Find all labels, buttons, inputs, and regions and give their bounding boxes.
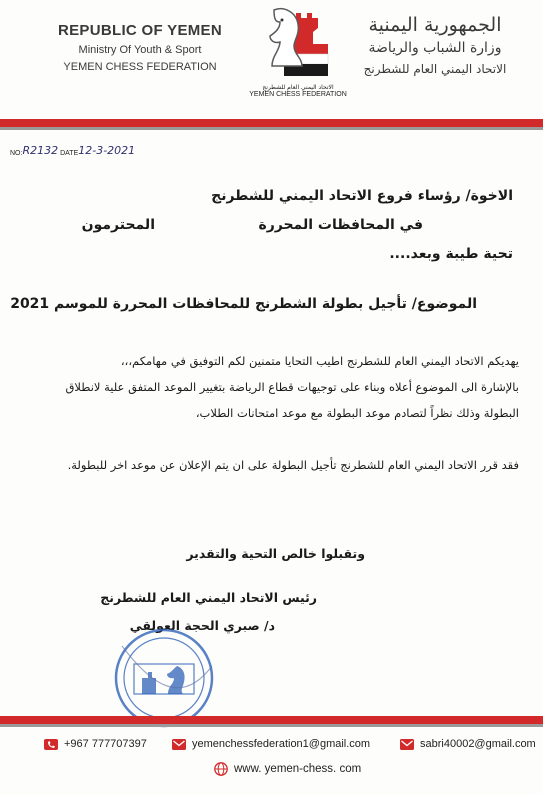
closing-line: وتقبلوا خالص التحية والتقدير xyxy=(186,546,365,561)
footer-phone xyxy=(44,738,147,750)
recipient-location: في المحافظات المحررة xyxy=(258,217,423,233)
federation-logo xyxy=(248,4,348,108)
official-stamp xyxy=(112,626,216,730)
paragraph-decision: فقد قرر الاتحاد اليمني العام للشطرنج تأجيل البطولة على ان يتم الإعلان عن موعد اخر للبطولة. xyxy=(67,458,519,472)
letterhead-federation: YEMEN CHESS FEDERATION xyxy=(63,61,217,73)
reference-date-value: 12-3-2021 xyxy=(78,144,136,157)
letter-subject: الموضوع/ تأجيل بطولة الشطرنج للمحافظات المحررة للموسم 2021 xyxy=(10,296,477,312)
reference-no-value: R2132 xyxy=(22,144,59,157)
letterhead-country: REPUBLIC OF YEMEN xyxy=(57,22,222,39)
reference-no-label: NO: xyxy=(10,150,23,157)
letterhead-ministry: Ministry Of Youth & Sport xyxy=(78,44,202,56)
reference-date-label: DATE xyxy=(60,150,79,157)
footer-phone-number: +967 777707397 xyxy=(64,738,147,750)
header-divider-gray xyxy=(0,127,543,130)
footer-email-secondary-text[interactable]: sabri40002@gmail.com xyxy=(420,738,536,750)
globe-icon xyxy=(214,762,228,776)
email-icon xyxy=(172,739,186,750)
header-divider-red xyxy=(0,119,543,127)
recipient-honorific: المحترمون xyxy=(81,217,155,233)
footer-divider-red xyxy=(0,716,543,724)
recipient-line: الاخوة/ رؤساء فروع الاتحاد اليمني للشطرنج xyxy=(211,188,513,204)
footer-divider-gray xyxy=(0,724,543,727)
footer-email-primary-text[interactable]: yemenchessfederation1@gmail.com xyxy=(192,738,371,750)
email-icon xyxy=(400,739,414,750)
phone-icon xyxy=(44,739,58,750)
letterhead-arabic xyxy=(335,14,535,76)
greeting: تحية طيبة وبعد.... xyxy=(389,246,513,262)
reference-line xyxy=(10,144,135,157)
footer-website-url[interactable]: www. yemen-chess. com xyxy=(234,763,362,775)
letterhead-country-arabic: الجمهورية اليمنية xyxy=(368,14,502,36)
footer-email-secondary xyxy=(400,738,536,750)
logo-caption-arabic: الاتحاد اليمني العام للشطرنج xyxy=(262,84,334,91)
letterhead-federation-arabic: الاتحاد اليمني العام للشطرنج xyxy=(363,62,507,76)
letterhead-ministry-arabic: وزارة الشباب والرياضة xyxy=(368,40,502,56)
signature-name: د/ صبري الحجة العولقي xyxy=(129,618,275,633)
logo-caption-english: YEMEN CHESS FEDERATION xyxy=(249,91,347,98)
letterhead-english xyxy=(40,22,240,73)
paragraph-opening: يهديكم الاتحاد اليمني العام للشطرنج اطيب التحايا متمنين لكم التوفيق في مهامكم،،، xyxy=(120,354,519,368)
chess-knight-logo-icon xyxy=(262,4,334,84)
footer-website xyxy=(214,762,361,776)
signature-title: رئيس الاتحاد اليمني العام للشطرنج xyxy=(100,590,317,605)
footer-email-primary xyxy=(172,738,370,750)
paragraph-reason: بالإشارة الى الموضوع أعلاه وبناء على توجيهات قطاع الرياضة بتغيير الموعد المتفق علية لانطلاق البطولة وذلك نظراً لتصادم موعد البطولة مع موعد امتحانات الطلاب، xyxy=(65,380,519,420)
